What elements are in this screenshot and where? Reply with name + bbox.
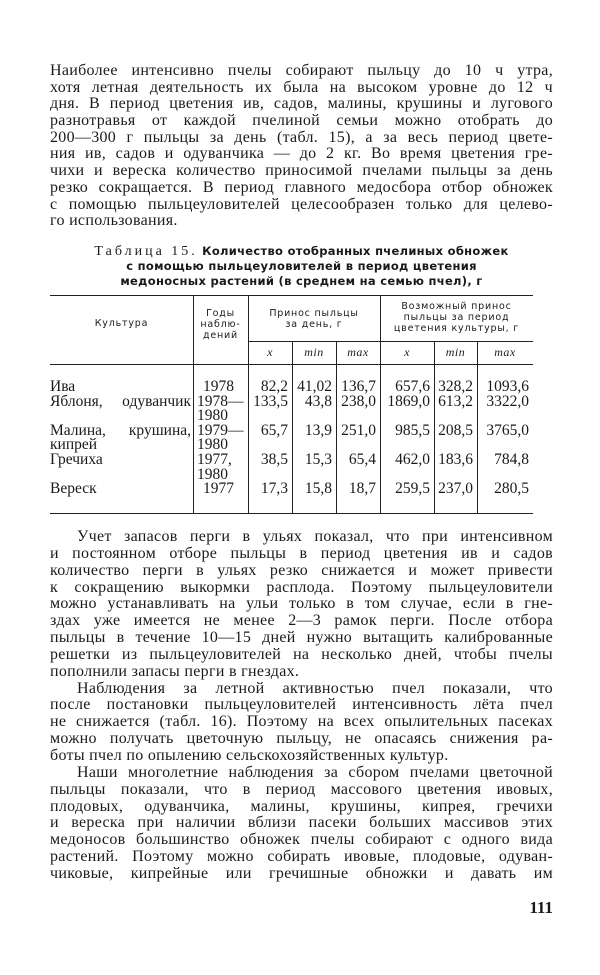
text-line: Учет запасов перги в ульях показал, что при интенсивном (77, 528, 553, 545)
culture-text: Яблоня, одуванчик (50, 392, 191, 410)
text-line: к сокращению выкормки расплода. Поэтому пыльцеуловители (50, 578, 553, 596)
text-line: боты пчел по опылению сельскохозяйственных культур. (50, 746, 449, 764)
text-line: пыльцы показали, что в период массового цветения ивовых, (50, 780, 553, 798)
years-text: 1980 (197, 436, 228, 454)
cell-years (197, 392, 249, 425)
text-line: ния ив, садов и одуванчика — до 2 кг. Во время цветения гре- (50, 145, 553, 163)
header-years: Годы наблю- дений (200, 308, 241, 341)
cell-value: 784,8 (494, 451, 529, 468)
table-label: Таблица 15. (94, 244, 198, 259)
cell-culture (50, 421, 191, 454)
text-line: Наши многолетние наблюдения за сбором пчелами цветочной (77, 763, 553, 781)
cell-years (197, 482, 249, 497)
subheader: x (267, 345, 273, 359)
text-line: можно устанавливать на ульи только в том случае, если в гне- (50, 595, 553, 613)
culture-text: Малина, крушина, (50, 421, 191, 439)
cell-culture (50, 453, 191, 468)
cell-value: 65,4 (348, 451, 376, 468)
text-line: резко сокращается. В период главного медосбора отбор обножек (50, 178, 553, 196)
text-line: не снижается (табл. 16). Поэтому на всех опылительных пасеках (50, 713, 553, 731)
cell-value: 43,8 (304, 392, 332, 410)
cell-value: 251,0 (341, 421, 376, 439)
culture-text: кипрей (50, 436, 98, 454)
cell-years (197, 421, 249, 454)
cell-value: 13,9 (304, 421, 332, 439)
text-line: пополнили запасы перги в гнездах. (50, 662, 300, 680)
cell-value: 985,5 (395, 421, 430, 439)
cell-culture (50, 482, 191, 497)
page-number: 111 (529, 898, 553, 917)
cell-value: 17,3 (260, 480, 288, 498)
text-line: Наблюдения за летной активностью пчел показали, что (77, 679, 553, 697)
cell-culture (50, 392, 191, 410)
text-line: 200—300 г пыльцы за день (табл. 15), а за весь период цвете- (50, 128, 553, 146)
data-table (50, 295, 533, 514)
subheader: x (404, 345, 410, 359)
cell-value: 462,0 (395, 451, 430, 468)
text-line: чихи и вереска количество приносимой пчелами пыльцы за день (50, 162, 553, 180)
paragraph-2 (50, 529, 553, 883)
cell-value: 238,0 (341, 392, 376, 410)
cell-value: 136,7 (341, 378, 376, 395)
years-text: 1977 (203, 480, 234, 498)
cell-value: 18,7 (348, 480, 376, 498)
caption-line: Количество отобранных пчелиных обножек (202, 244, 509, 258)
cell-value: 15,3 (304, 451, 332, 468)
text-line: Наиболее интенсивно пчелы собирают пыльцу до 10 ч утра, (50, 62, 553, 79)
header-season: Возможный принос пыльцы за период цветения культуры, г (393, 301, 520, 334)
cell-value: 657,6 (395, 378, 430, 395)
header-daily: Принос пыльцы за день, г (269, 308, 359, 330)
text-line: количество перги в ульях резко снижается и может привести (50, 561, 553, 579)
subheader: max (347, 345, 369, 359)
text-line: медоносов большинство обножек пчелы собирают с одного вида (50, 831, 553, 849)
cell-value: 280,5 (494, 480, 529, 498)
text-line: можно получать цветочную пыльцу, не опасаясь снижения ра- (50, 730, 553, 748)
text-line: и постоянном отборе пыльцы в период цветения ив и садов (50, 544, 553, 562)
text-line: с помощью пыльцеуловителей целесообразен только для целево- (50, 195, 553, 213)
years-text: 1978 (203, 378, 234, 395)
cell-value: 183,6 (438, 451, 473, 468)
cell-value: 613,2 (438, 392, 473, 410)
years-text: 1979— (197, 421, 244, 439)
text-line: растений. Поэтому можно собирать ивовые, плодовые, одуван- (50, 848, 553, 866)
cell-value: 82,2 (260, 378, 288, 395)
table-caption (50, 244, 553, 289)
text-line: чиковые, кипрейные или гречишные обножки и давать им (50, 864, 553, 882)
cell-value: 38,5 (260, 451, 288, 468)
years-text: 1980 (197, 465, 228, 483)
text-line: и вереска при наличии вблизи пасеки больших массивов этих (50, 814, 553, 832)
culture-text: Вереск (50, 480, 97, 498)
cell-value: 41,02 (297, 378, 332, 395)
cell-value: 3765,0 (486, 421, 529, 439)
cell-value: 328,2 (438, 378, 473, 395)
cell-value: 15,8 (304, 480, 332, 498)
text-line: после постановки пыльцеуловителей интенсивность лёта пчел (50, 696, 553, 714)
paragraph-1 (50, 63, 553, 230)
cell-value: 1869,0 (387, 392, 430, 410)
cell-value: 1093,6 (486, 378, 529, 395)
text-line: хотя летная деятельность их была на высоком уровне до 12 ч (50, 78, 553, 96)
culture-text: Гречиха (50, 451, 103, 468)
cell-value: 65,7 (260, 421, 288, 439)
years-text: 1978— (197, 392, 244, 410)
text-line: пыльцы в течение 10—15 дней нужно вытащить калиброванные (50, 629, 553, 647)
text-line: плодовых, одуванчика, малины, крушины, кипрея, гречихи (50, 797, 553, 815)
header-culture: Культура (94, 318, 149, 329)
cell-value: 259,5 (395, 480, 430, 498)
text-line: го использования. (50, 212, 178, 230)
subheader: min (304, 345, 324, 359)
subheader: max (494, 345, 516, 359)
text-line: разнотравья от каждой пчелиной семьи можно отобрать до (50, 112, 553, 130)
years-text: 1980 (197, 407, 228, 425)
cell-years (197, 453, 249, 482)
cell-value: 133,5 (253, 392, 288, 410)
text-line: здах уже имеется не менее 2—3 рамок перги. После отбора (50, 612, 553, 630)
cell-value: 3322,0 (486, 392, 529, 410)
caption-line: медоносных растений (в среднем на семью пчел), г (120, 274, 483, 288)
caption-line: с помощью пыльцеуловителей в период цветения (126, 259, 477, 273)
cell-value: 208,5 (438, 421, 473, 439)
text-line: решетки из пыльцеуловителей на несколько дней, чтобы пчелы (50, 645, 553, 663)
cell-value: 237,0 (438, 480, 473, 498)
culture-text: Ива (50, 378, 76, 395)
text-line: дня. В период цветения ив, садов, малины, крушины и лугового (50, 95, 553, 113)
years-text: 1977, (197, 451, 232, 468)
subheader: min (445, 345, 466, 359)
